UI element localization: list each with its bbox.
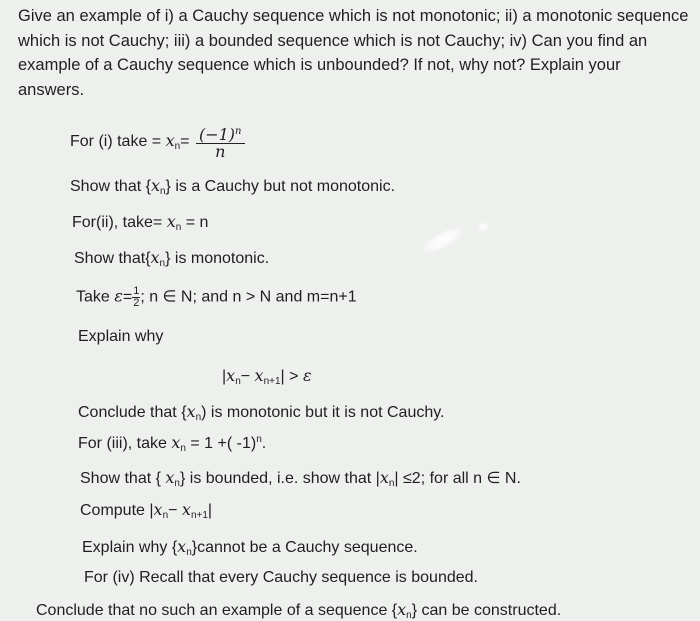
x-symbol: x xyxy=(150,176,160,195)
numerator-exponent: n xyxy=(235,126,242,137)
abs-bar-close: | xyxy=(280,368,285,385)
abs-bar-open: | xyxy=(222,368,227,385)
brace-close: } xyxy=(191,539,198,556)
minus-sign: − xyxy=(240,368,255,385)
brace-open: { xyxy=(181,404,187,421)
subscript-n-plus-1: n+1 xyxy=(190,510,208,521)
subscript-n: n xyxy=(186,547,192,558)
hint-part-iv: For (iv) Recall that every Cauchy sequence is bounded. xyxy=(84,569,478,586)
light-glare-small xyxy=(476,222,490,232)
subscript-n: n xyxy=(162,510,169,521)
fraction-denominator: n xyxy=(215,142,226,161)
text-a: Take xyxy=(76,288,115,306)
show-bounded-line xyxy=(80,468,521,489)
text-a: Explain why xyxy=(82,539,172,556)
brace-close: } xyxy=(165,250,171,267)
brace-close: } xyxy=(165,178,171,195)
text-a: Show that xyxy=(70,178,146,195)
brace-close: ) xyxy=(201,404,207,421)
greater-than-sign: > xyxy=(284,368,303,385)
text-b: | xyxy=(207,502,213,519)
text-b: is a Cauchy but not monotonic. xyxy=(170,178,396,195)
text-b: is monotonic. xyxy=(170,250,270,267)
subscript-n: n xyxy=(174,478,180,489)
brace-open: { xyxy=(145,250,151,267)
exponent-n: n xyxy=(256,434,262,445)
x-symbol: x xyxy=(397,600,407,619)
hint-i-prefix: For (i) take = xyxy=(70,133,166,151)
text-b: = n xyxy=(181,214,209,231)
subscript-n: n xyxy=(175,222,182,233)
text-b: cannot be a Cauchy sequence. xyxy=(197,539,418,556)
show-monotonic-line xyxy=(74,248,269,269)
x-symbol: x xyxy=(171,433,181,452)
minus-sign: − xyxy=(168,502,182,519)
text-b: ; n ∈ N; and n > N and m=n+1 xyxy=(140,288,357,306)
x-symbol-2: x xyxy=(379,468,389,487)
text-c: | ≤2; for all n ∈ N. xyxy=(394,470,521,487)
show-cauchy-line xyxy=(70,176,395,197)
text-b: } is bounded, i.e. show that | xyxy=(179,470,380,487)
inequality-line xyxy=(222,366,312,387)
text-a: For(ii), take= xyxy=(72,214,167,231)
light-glare xyxy=(419,222,467,258)
x-symbol: x xyxy=(165,468,175,487)
brace-open: { xyxy=(145,178,151,195)
x-symbol: x xyxy=(177,537,187,556)
subscript-n: n xyxy=(406,610,412,621)
numerator-base: (−1) xyxy=(198,125,236,144)
subscript-n: n xyxy=(180,443,186,454)
question-text: Give an example of i) a Cauchy sequence which is not monotonic; ii) a monotonic sequence which is not Cauchy; iii) a bounded sequence which is not Cauchy; iv) Can you find an example of a Cauchy sequence which is unbounded? If not, why not? Explain your answers. xyxy=(18,7,689,99)
fraction-denominator: 2 xyxy=(133,297,140,309)
x-symbol-2: x xyxy=(181,500,191,519)
x-symbol: x xyxy=(166,212,176,231)
epsilon-symbol: ε xyxy=(114,286,123,306)
compute-line xyxy=(80,500,212,521)
text-b: can be constructed. xyxy=(417,602,562,619)
x-symbol: x xyxy=(165,131,175,151)
text-a: For (iii), take xyxy=(78,435,172,452)
text-a: Conclude that xyxy=(78,404,182,421)
x-symbol: x xyxy=(226,366,236,385)
x-symbol: x xyxy=(153,500,163,519)
conclude-monotonic-line xyxy=(78,402,445,423)
x-symbol: x xyxy=(186,402,196,421)
text-b: is monotonic but it is not Cauchy. xyxy=(206,404,445,421)
epsilon-symbol: ε xyxy=(302,366,312,385)
brace-close: } xyxy=(411,602,418,619)
subscript-n: n xyxy=(174,141,181,153)
text-a: Show that { xyxy=(80,470,166,487)
subscript-n: n xyxy=(195,412,202,423)
subscript-n: n xyxy=(235,376,241,387)
hint-part-iii xyxy=(78,433,266,454)
text-c: . xyxy=(261,435,267,452)
final-conclusion-line xyxy=(36,600,561,621)
take-epsilon-line xyxy=(76,286,357,309)
hint-part-ii xyxy=(72,212,208,233)
equals-sign: = xyxy=(122,288,133,306)
text-a: Show that xyxy=(74,250,146,267)
x-symbol: x xyxy=(150,248,160,267)
fraction xyxy=(196,124,245,160)
text-a: Compute | xyxy=(80,502,154,519)
subscript-n-plus-1: n+1 xyxy=(263,376,281,387)
brace-open: { xyxy=(171,539,178,556)
explain-why-line: Explain why xyxy=(78,328,164,345)
equals-sign: = xyxy=(180,133,190,151)
fraction-numerator xyxy=(196,124,245,144)
subscript-n: n xyxy=(159,258,166,269)
hint-part-i xyxy=(70,124,247,160)
text-a: Conclude that no such an example of a sequence xyxy=(36,602,392,619)
x-symbol-2: x xyxy=(254,366,264,385)
fraction-numerator: 1 xyxy=(133,285,140,297)
text-b: = 1 +( -1) xyxy=(185,435,257,452)
subscript-n: n xyxy=(159,186,166,197)
subscript-n-2: n xyxy=(388,478,395,489)
brace-open: { xyxy=(391,602,398,619)
explain-not-cauchy-line xyxy=(82,537,418,558)
